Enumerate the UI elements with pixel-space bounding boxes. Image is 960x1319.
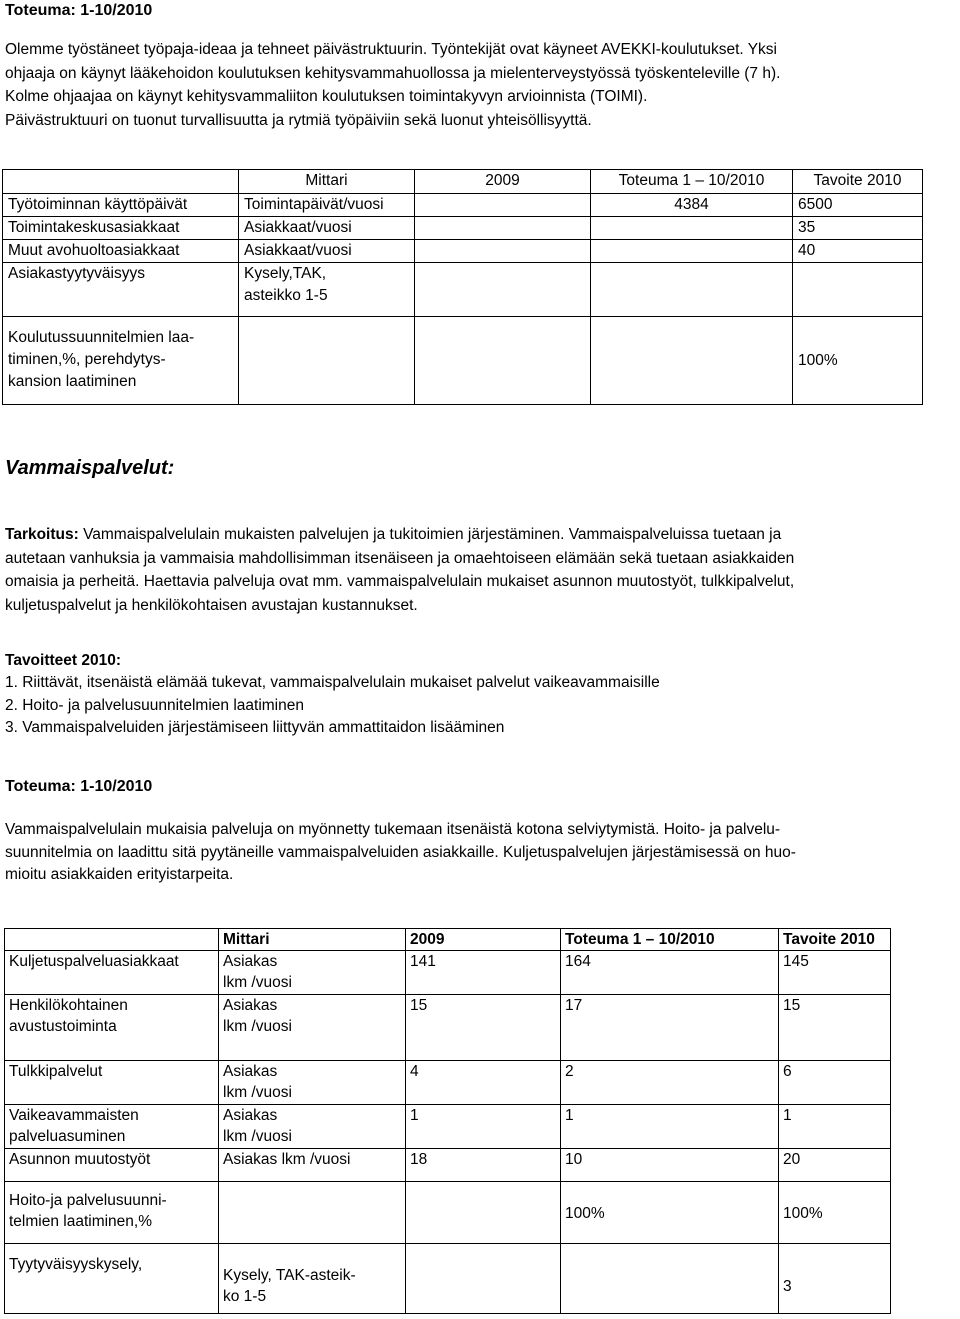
table-cell-name xyxy=(5,1149,219,1182)
paragraph-line: Kolme ohjaajaa on käynyt kehitysvammaliiton koulutuksen toimintakyvyn arvioinnista (TOIMI). xyxy=(5,88,648,105)
table-cell-mittari xyxy=(239,217,415,240)
table-cell-y2009: 15 xyxy=(406,995,561,1061)
table-row xyxy=(5,1182,891,1244)
table-cell-tavoite: 6500 xyxy=(793,194,923,217)
table-cell-name xyxy=(5,1061,219,1105)
tavoitteet-list xyxy=(5,672,955,740)
table-cell-name xyxy=(3,194,239,217)
table-cell-mittari xyxy=(219,1182,406,1244)
table-cell-toteuma: 1 xyxy=(561,1105,779,1149)
section2-title: Vammaispalvelut: xyxy=(5,457,175,479)
table-cell-y2009 xyxy=(406,1182,561,1244)
table-cell-toteuma: 100% xyxy=(561,1182,779,1244)
table-row xyxy=(5,1105,891,1149)
table-header-cell xyxy=(3,170,239,194)
cell-line: lkm /vuosi xyxy=(223,1128,292,1145)
table-cell-toteuma xyxy=(591,240,793,263)
tarkoitus-paragraph xyxy=(5,523,955,617)
table-cell-name xyxy=(3,317,239,405)
table-cell-y2009 xyxy=(415,217,591,240)
cell-line: Toimintakeskusasiakkaat xyxy=(8,219,180,236)
table-cell-toteuma: 2 xyxy=(561,1061,779,1105)
table-cell-mittari xyxy=(219,1149,406,1182)
cell-line: Kuljetuspalveluasiakkaat xyxy=(9,953,179,970)
table-header-cell: Tavoite 2010 xyxy=(793,170,923,194)
table-cell-toteuma: 17 xyxy=(561,995,779,1061)
tarkoitus-label: Tarkoitus: xyxy=(5,526,79,543)
table-cell-y2009 xyxy=(406,1244,561,1314)
cell-line: lkm /vuosi xyxy=(223,1084,292,1101)
list-item: 1. Riittävät, itsenäistä elämää tukevat, vammaispalvelulain mukaiset palvelut vaikeavammaisille xyxy=(5,674,660,691)
table-cell-mittari xyxy=(239,263,415,317)
table-row xyxy=(5,1149,891,1182)
cell-line: avustustoiminta xyxy=(9,1018,117,1035)
table-cell-tavoite xyxy=(793,263,923,317)
table-header-cell: Mittari xyxy=(219,929,406,951)
table-cell-mittari xyxy=(219,995,406,1061)
table-row xyxy=(3,217,923,240)
cell-line: Asunnon muutostyöt xyxy=(9,1151,151,1168)
paragraph-line: Olemme työstäneet työpaja-ideaa ja tehneet päivästruktuurin. Työntekijät ovat käyneet AVEKKI-koulutukset. Yksi xyxy=(5,41,777,58)
cell-line: Hoito-ja palvelusuunni- xyxy=(9,1192,167,1209)
toteuma-heading: Toteuma: 1-10/2010 xyxy=(5,778,153,795)
table-cell-y2009 xyxy=(415,240,591,263)
table-cell-name xyxy=(5,1182,219,1244)
table-kuntoutus xyxy=(2,169,923,405)
table-cell-name xyxy=(3,263,239,317)
cell-line: Henkilökohtainen xyxy=(9,997,128,1014)
table-header-cell: Toteuma 1 – 10/2010 xyxy=(561,929,779,951)
table-row xyxy=(3,263,923,317)
table-cell-mittari xyxy=(219,1061,406,1105)
paragraph-line: autetaan vanhuksia ja vammaisia mahdollisimman itsenäiseen ja omaehtoiseen elämään sekä tuetaan asiakkaiden xyxy=(5,549,795,567)
table-cell-y2009 xyxy=(415,317,591,405)
cell-line: Asiakas xyxy=(223,1063,278,1080)
paragraph-line: Vammaispalvelulain mukaisia palveluja on myönnetty tukemaan itsenäistä kotona selviytymistä. Hoito- ja palvelu- xyxy=(5,821,781,838)
table-header-row xyxy=(5,929,891,951)
table-cell-y2009: 18 xyxy=(406,1149,561,1182)
paragraph-line: omaisia ja perheitä. Haettavia palveluja ovat mm. vammaispalvelulain mukaiset asunnon muutostyöt, tulkkipalvelut, xyxy=(5,573,795,590)
table-row xyxy=(5,951,891,995)
table-cell-mittari xyxy=(239,317,415,405)
table-row xyxy=(3,194,923,217)
paragraph-line: suunnitelmia on laadittu sitä pyytäneille vammaispalveluiden asiakkaille. Kuljetuspalvelujen järjestämisessä on huo- xyxy=(5,843,796,861)
cell-line: kansion laatiminen xyxy=(8,373,137,390)
toteuma-paragraph xyxy=(5,819,955,887)
table-cell-mittari xyxy=(219,1244,406,1314)
table-cell-y2009: 141 xyxy=(406,951,561,995)
table-cell-name xyxy=(5,951,219,995)
table-header-cell xyxy=(5,929,219,951)
table-header-cell: 2009 xyxy=(415,170,591,194)
cell-line: Muut avohuoltoasiakkaat xyxy=(8,242,180,259)
cell-line: Tulkkipalvelut xyxy=(9,1063,103,1080)
paragraph-line xyxy=(5,523,955,547)
cell-line: Tyytyväisyyskysely, xyxy=(9,1256,143,1273)
section1-heading: Toteuma: 1-10/2010 xyxy=(5,2,153,19)
table-cell-tavoite: 6 xyxy=(779,1061,891,1105)
table-header-cell: Mittari xyxy=(239,170,415,194)
table-cell-name xyxy=(5,995,219,1061)
table-cell-toteuma: 10 xyxy=(561,1149,779,1182)
section1-paragraph xyxy=(5,38,955,132)
table-cell-y2009: 1 xyxy=(406,1105,561,1149)
cell-line: ko 1-5 xyxy=(223,1288,267,1305)
table-header-cell: Toteuma 1 – 10/2010 xyxy=(591,170,793,194)
table-cell-name xyxy=(5,1244,219,1314)
table-cell-tavoite: 1 xyxy=(779,1105,891,1149)
table-cell-mittari xyxy=(239,194,415,217)
table-cell-toteuma xyxy=(591,263,793,317)
table-header-cell: 2009 xyxy=(406,929,561,951)
table-cell-name xyxy=(3,240,239,263)
table-row xyxy=(3,317,923,405)
table-cell-y2009 xyxy=(415,194,591,217)
table-header-cell: Tavoite 2010 xyxy=(779,929,891,951)
table-cell-tavoite: 40 xyxy=(793,240,923,263)
table-cell-tavoite: 100% xyxy=(779,1182,891,1244)
table-row xyxy=(5,1061,891,1105)
cell-line: Asiakas xyxy=(223,953,278,970)
cell-line: Asiakkaat/vuosi xyxy=(244,219,352,236)
cell-line: Asiakas xyxy=(223,997,278,1014)
tavoitteet-heading: Tavoitteet 2010: xyxy=(5,652,122,669)
table-cell-mittari xyxy=(219,1105,406,1149)
table-cell-toteuma xyxy=(561,1244,779,1314)
table-cell-name xyxy=(3,217,239,240)
cell-line: asteikko 1-5 xyxy=(244,287,328,304)
table-cell-tavoite: 100% xyxy=(793,317,923,405)
table-cell-tavoite: 15 xyxy=(779,995,891,1061)
cell-line: Toimintapäivät/vuosi xyxy=(244,196,384,213)
cell-line: Asiakastyytyväisyys xyxy=(8,265,145,282)
cell-line: palveluasuminen xyxy=(9,1128,126,1145)
paragraph-line: mioitu asiakkaiden erityistarpeita. xyxy=(5,866,234,883)
paragraph-line: ohjaaja on käynyt lääkehoidon koulutuksen kehitysvammahuollossa ja mielenterveystyössä työskenteleville (7 h). xyxy=(5,64,781,82)
table-vammaispalvelut xyxy=(4,928,891,1314)
table-cell-toteuma: 4384 xyxy=(591,194,793,217)
table-cell-tavoite: 20 xyxy=(779,1149,891,1182)
table-cell-mittari xyxy=(239,240,415,263)
table-cell-tavoite: 3 xyxy=(779,1244,891,1314)
table-row xyxy=(5,1244,891,1314)
table-row xyxy=(3,240,923,263)
table-cell-toteuma xyxy=(591,217,793,240)
table-cell-mittari xyxy=(219,951,406,995)
table-cell-name xyxy=(5,1105,219,1149)
tarkoitus-text: Vammaispalvelulain mukaisten palvelujen ja tukitoimien järjestäminen. Vammaispalveluissa tuetaan ja xyxy=(78,526,782,543)
cell-line: Kysely,TAK, xyxy=(244,265,327,282)
paragraph-line: Päivästruktuuri on tuonut turvallisuutta ja rytmiä työpäiviin sekä luonut yhteisöllisyyttä. xyxy=(5,111,592,129)
cell-line: Asiakas lkm /vuosi xyxy=(223,1151,351,1168)
table-cell-y2009: 4 xyxy=(406,1061,561,1105)
cell-line: timinen,%, perehdytys- xyxy=(8,351,166,368)
table-cell-toteuma: 164 xyxy=(561,951,779,995)
table-cell-y2009 xyxy=(415,263,591,317)
table-cell-tavoite: 145 xyxy=(779,951,891,995)
cell-line: telmien laatiminen,% xyxy=(9,1213,153,1230)
table-header-row xyxy=(3,170,923,194)
cell-line: Asiakkaat/vuosi xyxy=(244,242,352,259)
cell-line: Koulutussuunnitelmien laa- xyxy=(8,329,195,346)
list-item: 2. Hoito- ja palvelusuunnitelmien laatiminen xyxy=(5,696,304,714)
cell-line: Kysely, TAK-asteik- xyxy=(223,1267,356,1284)
cell-line: Vaikeavammaisten xyxy=(9,1107,139,1124)
table-cell-toteuma xyxy=(591,317,793,405)
table-cell-tavoite: 35 xyxy=(793,217,923,240)
table-row xyxy=(5,995,891,1061)
cell-line: Asiakas xyxy=(223,1107,278,1124)
list-item: 3. Vammaispalveluiden järjestämiseen liittyvän ammattitaidon lisääminen xyxy=(5,719,505,736)
paragraph-line: kuljetuspalvelut ja henkilökohtaisen avustajan kustannukset. xyxy=(5,596,418,614)
cell-line: Työtoiminnan käyttöpäivät xyxy=(8,196,188,213)
cell-line: lkm /vuosi xyxy=(223,1018,292,1035)
cell-line: lkm /vuosi xyxy=(223,974,292,991)
